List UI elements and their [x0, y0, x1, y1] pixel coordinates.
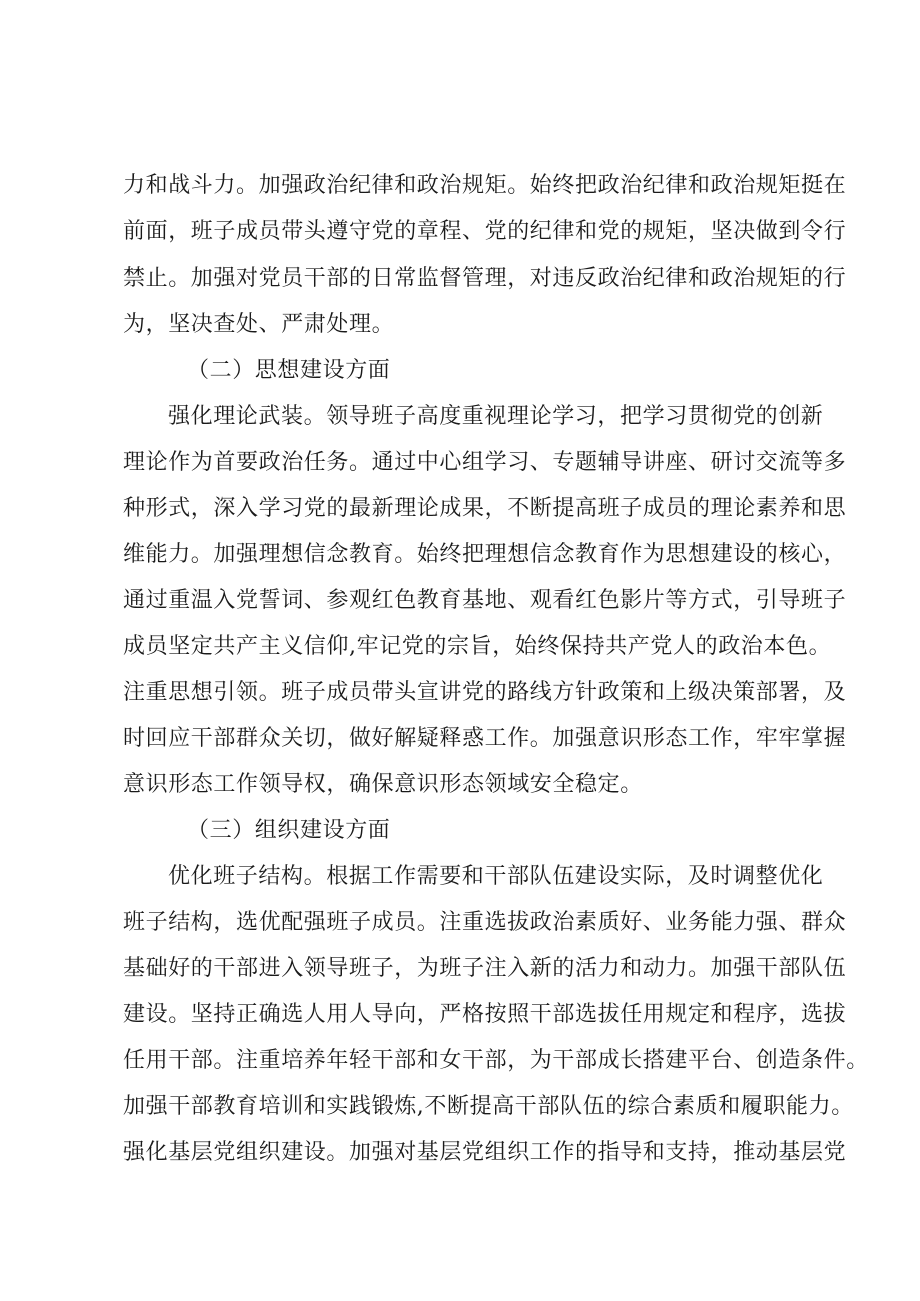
- paragraph-line: 成员坚定共产主义信仰,牢记党的宗旨，始终保持共产党人的政治本色。: [123, 634, 832, 659]
- paragraph-line: 优化班子结构。根据工作需要和干部队伍建设实际，及时调整优化: [168, 864, 824, 889]
- paragraph-line: 班子结构，选优配强班子成员。注重选拔政治素质好、业务能力强、群众: [123, 910, 847, 935]
- paragraph-line: 注重思想引领。班子成员带头宣讲党的路线方针政策和上级决策部署，及: [123, 680, 847, 705]
- paragraph-line: 基础好的干部进入领导班子，为班子注入新的活力和动力。加强干部队伍: [123, 956, 847, 981]
- paragraph-line: 种形式，深入学习党的最新理论成果，不断提高班子成员的理论素养和思: [123, 496, 847, 521]
- paragraph-line: 意识形态工作领导权，确保意识形态领域安全稳定。: [123, 772, 643, 797]
- section-heading: （二）思想建设方面: [187, 358, 391, 383]
- paragraph-line: 通过重温入党誓词、参观红色教育基地、观看红色影片等方式，引导班子: [123, 588, 847, 613]
- section-heading: （三）组织建设方面: [187, 818, 391, 843]
- paragraph-line: 维能力。加强理想信念教育。始终把理想信念教育作为思想建设的核心，: [123, 542, 847, 567]
- paragraph-line: 为，坚决查处、严肃处理。: [123, 312, 395, 337]
- paragraph-line: 加强干部教育培训和实践锻炼,不断提高干部队伍的综合素质和履职能力。: [123, 1094, 854, 1119]
- paragraph-line: 强化基层党组织建设。加强对基层党组织工作的指导和支持，推动基层党: [123, 1140, 847, 1165]
- paragraph-line: 前面，班子成员带头遵守党的章程、党的纪律和党的规矩，坚决做到令行: [123, 219, 847, 244]
- paragraph-line: 理论作为首要政治任务。通过中心组学习、专题辅导讲座、研讨交流等多: [123, 450, 847, 475]
- paragraph-line: 力和战斗力。加强政治纪律和政治规矩。始终把政治纪律和政治规矩挺在: [123, 173, 847, 198]
- paragraph-line: 强化理论武装。领导班子高度重视理论学习，把学习贯彻党的创新: [168, 404, 824, 429]
- paragraph-line: 时回应干部群众关切，做好解疑释惑工作。加强意识形态工作，牢牢掌握: [123, 726, 847, 751]
- paragraph-line: 禁止。加强对党员干部的日常监督管理，对违反政治纪律和政治规矩的行: [123, 266, 847, 291]
- paragraph-line: 建设。坚持正确选人用人导向，严格按照干部选拔任用规定和程序，选拔: [123, 1002, 847, 1027]
- paragraph-line: 任用干部。注重培养年轻干部和女干部，为干部成长搭建平台、创造条件。: [123, 1048, 869, 1073]
